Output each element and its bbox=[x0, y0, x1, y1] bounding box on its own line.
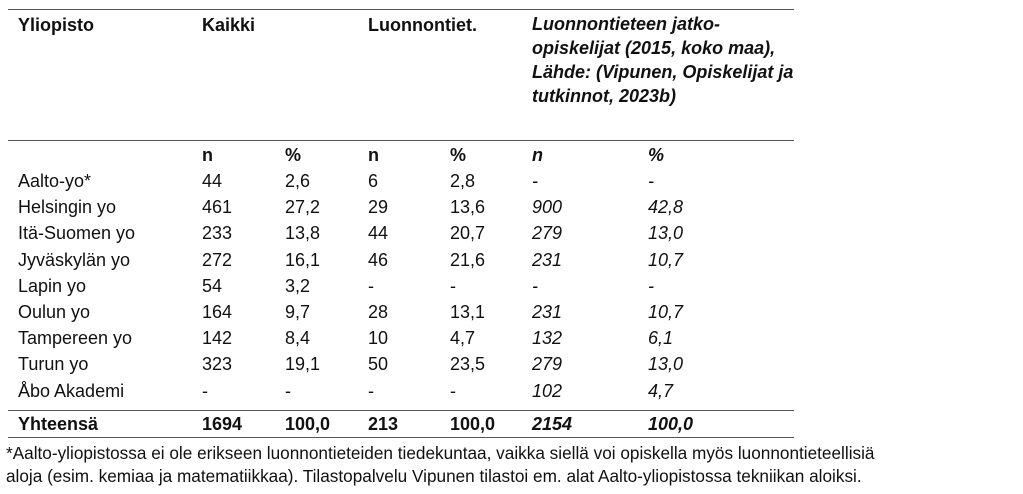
table-cell: 231 bbox=[532, 302, 563, 322]
table-cell: 3,2 bbox=[285, 275, 311, 296]
table-cell: - bbox=[648, 171, 654, 191]
table-cell: 8,4 bbox=[285, 328, 311, 349]
row-label: Lapin yo bbox=[18, 275, 87, 296]
table-cell: 16,1 bbox=[285, 249, 321, 270]
table-cell: 4,7 bbox=[648, 380, 674, 401]
column-header-doctoral-students: Luonnontieteen jatko-opiskelijat (2015, koko maa), Lähde: (Vipunen, Opiskelijat ja tutkinnot, 2023b) bbox=[532, 14, 794, 106]
table-cell: 50 bbox=[368, 354, 389, 375]
row-label: Jyväskylän yo bbox=[18, 249, 131, 270]
table-cell: 13,6 bbox=[450, 197, 486, 218]
table-cell: 13,0 bbox=[648, 354, 684, 375]
row-label: Åbo Akademi bbox=[18, 380, 125, 401]
table-cell: 54 bbox=[202, 275, 223, 296]
table-cell: - bbox=[368, 275, 374, 296]
table-cell: 13,0 bbox=[648, 223, 684, 244]
table-cell: 461 bbox=[202, 197, 233, 218]
table-cell: 279 bbox=[532, 223, 563, 244]
table-cell: 6 bbox=[368, 171, 379, 191]
table-cell: 46 bbox=[368, 249, 389, 270]
table-cell: 2,8 bbox=[450, 171, 476, 191]
table-cell: 164 bbox=[202, 302, 233, 322]
table-top-rule bbox=[8, 9, 794, 10]
table-cell: 231 bbox=[532, 249, 563, 270]
table-cell: 20,7 bbox=[450, 223, 486, 244]
total-cell: 100,0 bbox=[450, 414, 496, 434]
total-cell: 2154 bbox=[532, 414, 573, 434]
total-cell: 100,0 bbox=[648, 414, 694, 434]
subheader-cell: n bbox=[202, 145, 213, 165]
table-cell: 6,1 bbox=[648, 328, 674, 349]
table-cell: 9,7 bbox=[285, 302, 311, 322]
row-label: Oulun yo bbox=[18, 302, 91, 322]
total-cell: 1694 bbox=[202, 414, 243, 434]
total-label: Yhteensä bbox=[18, 414, 99, 434]
row-label: Turun yo bbox=[18, 354, 89, 375]
row-label: Tampereen yo bbox=[18, 328, 133, 349]
table-cell: 102 bbox=[532, 380, 563, 401]
table-cell: 13,1 bbox=[450, 302, 486, 322]
table-cell: 28 bbox=[368, 302, 389, 322]
table-cell: - bbox=[450, 275, 456, 296]
table-cell: 44 bbox=[202, 171, 223, 191]
table-cell: - bbox=[648, 275, 654, 296]
table-cell: 279 bbox=[532, 354, 563, 375]
table-cell: - bbox=[532, 171, 538, 191]
total-cell: 100,0 bbox=[285, 414, 331, 434]
table-cell: 4,7 bbox=[450, 328, 476, 349]
table-cell: 233 bbox=[202, 223, 233, 244]
table-cell: 10,7 bbox=[648, 249, 684, 270]
table-cell: 42,8 bbox=[648, 197, 684, 218]
footnote-line-1: *Aalto-yliopistossa ei ole erikseen luonnontieteiden tiedekuntaa, vaikka siellä voi opiskella myös luonnontieteellisiä bbox=[6, 443, 875, 463]
subheader-cell: % bbox=[648, 145, 665, 165]
column-header-all: Kaikki bbox=[202, 15, 256, 35]
table-cell: - bbox=[285, 380, 291, 401]
table-cell: - bbox=[450, 380, 456, 401]
table-cell: 27,2 bbox=[285, 197, 321, 218]
table-cell: 900 bbox=[532, 197, 563, 218]
column-header-university: Yliopisto bbox=[18, 15, 94, 35]
table-cell: 19,1 bbox=[285, 354, 321, 375]
row-label: Helsingin yo bbox=[18, 197, 117, 218]
row-label: Aalto-yo* bbox=[18, 171, 92, 191]
subheader-cell: n bbox=[532, 145, 543, 165]
table-cell: - bbox=[202, 380, 208, 401]
subheader-cell: % bbox=[285, 145, 302, 165]
table-cell: 10 bbox=[368, 328, 389, 349]
subheader-cell: % bbox=[450, 145, 467, 165]
header-rule bbox=[8, 140, 794, 141]
table-cell: 13,8 bbox=[285, 223, 321, 244]
column-header-natural-sciences: Luonnontiet. bbox=[368, 15, 477, 35]
table-cell: - bbox=[532, 275, 538, 296]
table-cell: 29 bbox=[368, 197, 389, 218]
footnote-line-2: aloja (esim. kemiaa ja matematiikkaa). Tilastopalvelu Vipunen tilastoi em. alat Aalto-yliopistossa tekniikan aloiksi. bbox=[6, 466, 862, 486]
table-cell: - bbox=[368, 380, 374, 401]
table-cell: 21,6 bbox=[450, 249, 486, 270]
table-cell: 132 bbox=[532, 328, 563, 349]
table-cell: 10,7 bbox=[648, 302, 684, 322]
table-cell: 2,6 bbox=[285, 171, 311, 191]
table-cell: 142 bbox=[202, 328, 233, 349]
table-cell: 23,5 bbox=[450, 354, 486, 375]
total-cell: 213 bbox=[368, 414, 399, 434]
table-cell: 272 bbox=[202, 249, 233, 270]
row-label: Itä-Suomen yo bbox=[18, 223, 136, 244]
subheader-cell: n bbox=[368, 145, 379, 165]
table-bottom-rule bbox=[8, 437, 794, 438]
table-cell: 323 bbox=[202, 354, 233, 375]
table-cell: 44 bbox=[368, 223, 389, 244]
